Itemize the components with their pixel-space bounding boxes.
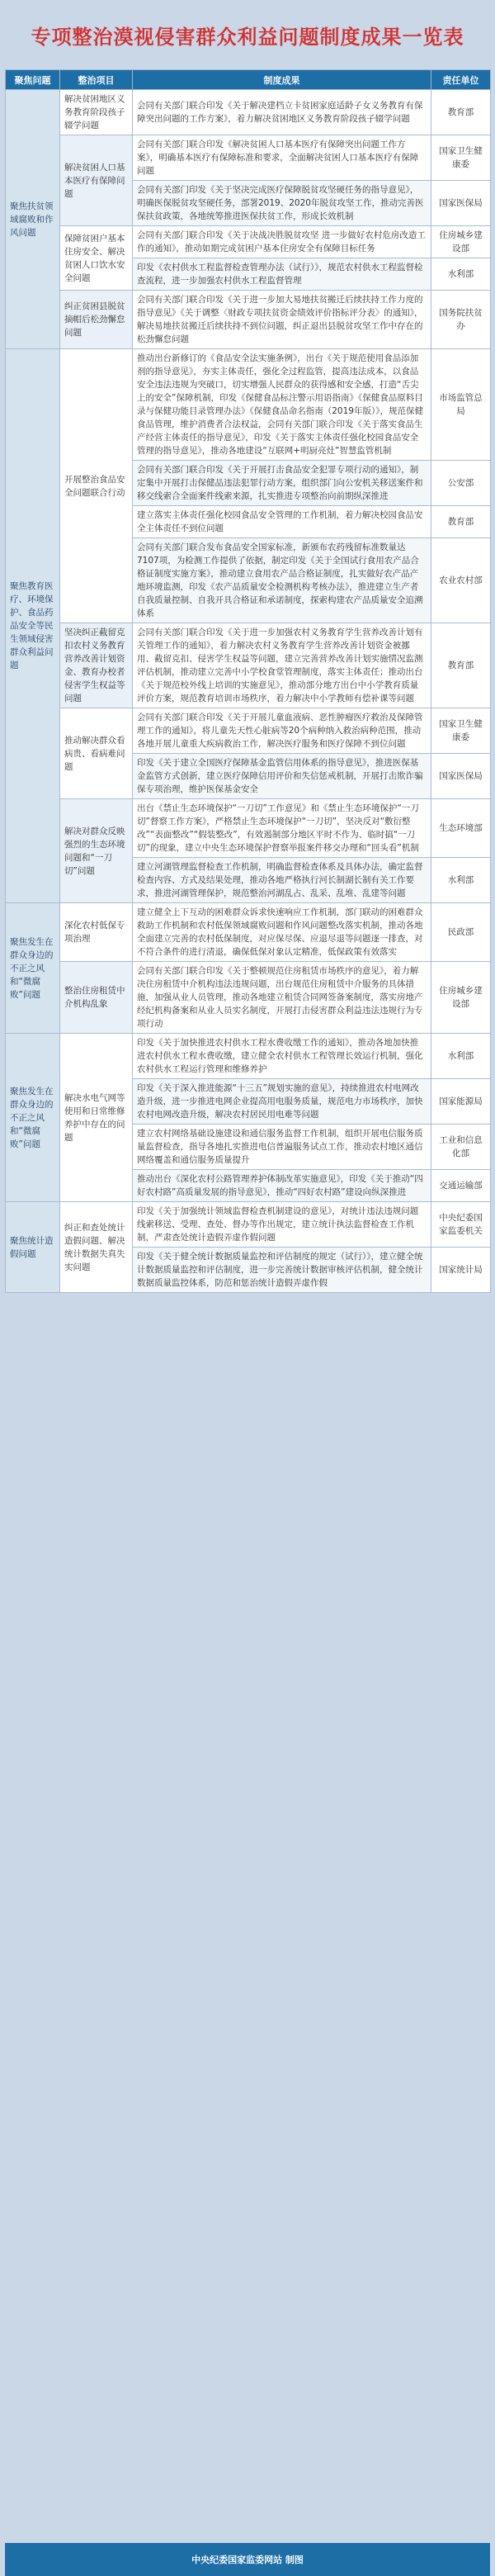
- page-title: 专项整治漠视侵害群众利益问题制度成果一览表: [31, 24, 464, 49]
- project-cell: 保障贫困户基本住房安全、解决贫困人口饮水安全问题: [60, 226, 133, 291]
- issue-cell: 聚焦发生在群众身边的不正之风和“微腐败”问题: [6, 903, 60, 1034]
- table-row: [6, 708, 491, 754]
- project-cell: 坚决纠正截留克扣农村义务教育营养改善计划资金、教育办校者侵害学生权益等问题: [60, 623, 133, 708]
- result-cell: 印发《关于建立全国医疗保障基金监管信用体系的指导意见》，推进医保基金监管方式创新，建立医疗保障信用评价和失信惩戒机制，开展打击欺诈骗保专项治理，维护医保基金安全: [133, 754, 431, 799]
- results-table: [5, 69, 491, 1293]
- unit-cell: 生态环境部: [431, 799, 491, 858]
- unit-cell: 工业和信息化部: [431, 1125, 491, 1170]
- unit-cell: 国家统计局: [431, 1248, 491, 1293]
- project-cell: 解决对群众反映强烈的生态环境问题和“一刀切”问题: [60, 799, 133, 903]
- project-cell: 解决水电气网等使用和日常维修养护中存在的问题: [60, 1034, 133, 1202]
- header-row: [6, 70, 491, 90]
- unit-cell: 教育部: [431, 90, 491, 135]
- result-cell: 会同有关部门联合发布食品安全国家标准，新颁布农药残留标准数量达7107项，为检测工作提供了依据，制定印发《关于全国试行食用农产品合格证制度实施方案》，推动建立食用农产品合格证制度，扎实做好农产品产地环境监测，印发《农产品质量安全检测机构考核办法》，推进建立生产者自我质量控制、自我开具合格证和承诺制度，探索构建农产品质量安全追溯体系: [133, 538, 431, 623]
- result-cell: 建立健全上下互动的困难群众诉求快速响应工作机制，部门联动的困难群众救助工作机制和农村低保领域腐败问题和作风问题整改落实机制，推动各地全面建立完善的农村低保制度，对应保尽保、应退尽退等问题逐一排查，对不符合条件的进行清退，确保低保对象认定精准，低保政策有效落实: [133, 903, 431, 962]
- project-cell: 解决贫困地区义务教育阶段孩子辍学问题: [60, 90, 133, 135]
- result-cell: 印发《关于加强统计领域监督检查机制建设的意见》，对统计违法违规问题线索移送、受理、查处、督办等作出规定，建立统计执法监督检查工作机制，严肃查处统计造假弄虚作假问题: [133, 1202, 431, 1248]
- table-row: [6, 90, 491, 135]
- project-cell: 推动解决群众看病贵、看病难问题: [60, 708, 133, 799]
- result-cell: 推动出台新修订的《食品安全法实施条例》，出台《关于规范使用食品添加剂的指导意见》，夯实主体责任，强化全过程监管，提高违法成本，以食品安全违法违规为突破口，切实增强人民群众的获得感和安全感，打造“舌尖上的安全”保障机制，印发《保健食品标注警示用语指南》《保健食品原料目录与保健功能目录管理办法》《保健食品命名指南（2019年版）》，规范保健食品管理，维护消费者合法权益，会同有关部门联合印发《关于落实食品生产经营主体责任的指导意见》，印发《关于落实主体责任强化校园食品安全管理的指导意见》，推动各地建设“互联网+明厨亮灶”智慧监管机制: [133, 349, 431, 461]
- title-bar: [5, 0, 490, 69]
- footer-credit: 中央纪委国家监委网站 制图: [5, 2543, 490, 2576]
- result-cell: 会同有关部门联合印发《关于决战决胜脱贫攻坚 进一步做好农村危房改造工作的通知》，推动如期完成贫困户基本住房安全有保障目标任务: [133, 226, 431, 258]
- result-cell: 印发《关于健全统计数据质量监控和评估制度的规定（试行）》，建立健全统计数据质量监控和评估制度，进一步完善统计数据审核评估机制，健全统计数据质量监控体系，防范和惩治统计造假弄虚作假: [133, 1248, 431, 1293]
- unit-cell: 水利部: [431, 858, 491, 903]
- unit-cell: 公安部: [431, 461, 491, 506]
- table-row: [6, 623, 491, 708]
- unit-cell: 国家医保局: [431, 181, 491, 226]
- table-row: [6, 1202, 491, 1248]
- header-unit: 责任单位: [431, 70, 491, 90]
- unit-cell: 住房城乡建设部: [431, 226, 491, 258]
- header-result: 制度成果: [133, 70, 431, 90]
- issue-cell: 聚焦发生在群众身边的不正之风和“微腐败”问题: [6, 1034, 60, 1202]
- result-cell: 建立河湖管理监督检查工作机制，明确监督检查体系及具体办法，确定监督检查内容、方式及结果处理，推动各地严格执行河长制湖长制有关工作要求，推进河湖管理保护，规范整治河湖乱占、乱采、乱堆、乱建等问题: [133, 858, 431, 903]
- unit-cell: 水利部: [431, 258, 491, 291]
- result-cell: 会同有关部门联合印发《关于开展打击食品安全犯罪专项行动的通知》，制定集中开展打击保健品违法犯罪行动方案，组织部门向公安机关移送案件和移交线索合全面案件线索来源，扎实推进专项整治向前期纵深推进: [133, 461, 431, 506]
- header-issue: 聚焦问题: [6, 70, 60, 90]
- table-row: [6, 962, 491, 1034]
- unit-cell: 国务院扶贫办: [431, 291, 491, 349]
- project-cell: 纠正贫困县脱贫摘帽后松劲懈怠问题: [60, 291, 133, 349]
- table-row: [6, 135, 491, 181]
- table-row: [6, 799, 491, 858]
- result-cell: 推动出台《深化农村公路管理养护体制改革实施意见》，印发《关于推动“四好农村路”高质量发展的指导意见》，推动“四好农村路”建设向纵深推进: [133, 1170, 431, 1202]
- table-row: [6, 291, 491, 349]
- result-cell: 会同有关部门联合印发《关于进一步加大易地扶贫搬迁后续扶持工作力度的指导意见》《关于调整〈财政专项扶贫资金绩效评价指标评分表〉的通知》，解决易地扶贫搬迁后续扶持不到位问题，纠正退出县脱贫攻坚工作中存在的松劲懈怠问题: [133, 291, 431, 349]
- project-cell: 解决贫困人口基本医疗有保障问题: [60, 135, 133, 226]
- result-cell: 建立落实主体责任强化校园食品安全管理的工作机制，着力解决校园食品安全主体责任不到位问题: [133, 506, 431, 538]
- result-cell: 建立农村网络基础设施建设和通信服务监督工作机制，组织开展电信服务质量监督检查，指导各地扎实推进电信普遍服务试点工作，推动农村地区通信网络覆盖和通信服务质量提升: [133, 1125, 431, 1170]
- unit-cell: 国家医保局: [431, 754, 491, 799]
- result-cell: 会同有关部门印发《关于坚决完成医疗保障脱贫攻坚硬任务的指导意见》，明确医保脱贫攻坚硬任务，部署2019、2020年脱贫攻坚工作，推动完善医保扶贫政策，各地统筹推进医保扶贫工作，形成长效机制: [133, 181, 431, 226]
- project-cell: 整治住房租赁中介机构乱象: [60, 962, 133, 1034]
- header-item: 整治项目: [60, 70, 133, 90]
- unit-cell: 教育部: [431, 623, 491, 708]
- unit-cell: 国家卫生健康委: [431, 708, 491, 754]
- unit-cell: 国家能源局: [431, 1079, 491, 1125]
- issue-cell: 聚焦统计造假问题: [6, 1202, 60, 1293]
- project-cell: 开展整治食品安全问题联合行动: [60, 349, 133, 623]
- result-cell: 会同有关部门联合印发《关于解决建档立卡贫困家庭适龄子女义务教育有保障突出问题的工作方案》，着力解决贫困地区义务教育阶段孩子辍学问题: [133, 90, 431, 135]
- unit-cell: 教育部: [431, 506, 491, 538]
- project-cell: 深化农村低保专项治理: [60, 903, 133, 962]
- unit-cell: 水利部: [431, 1034, 491, 1079]
- result-cell: 会同有关部门联合印发《解决贫困人口基本医疗有保障突出问题工作方案》，明确基本医疗有保障标准和要求，全面解决贫困人口基本医疗有保障问题: [133, 135, 431, 181]
- result-cell: 会同有关部门联合印发《关于开展儿童血液病、恶性肿瘤医疗救治及保障管理工作的通知》，将儿童先天性心脏病等20个病种纳入救治病种范围，推动各地开展儿童重大疾病救治工作，解决医疗服务和医疗保障不到位问题: [133, 708, 431, 754]
- result-cell: 印发《农村供水工程监督检查管理办法（试行）》，规范农村供水工程监督检查流程，进一步加强农村供水工程监督管理: [133, 258, 431, 291]
- result-cell: 印发《关于加快推进农村供水工程水费收缴工作的通知》，推动各地加快推进农村供水工程水费收缴，建立健全农村供水工程管理长效运行机制，强化农村供水工程运行管理和维修养护: [133, 1034, 431, 1079]
- result-cell: 印发《关于深入推进能源“十三五”规划实施的意见》，持续推进农村电网改造升级，进一步推进电网企业提高用电服务质量，规范电力市场秩序，加快农村电网改造升级，解决农村居民用电难等问题: [133, 1079, 431, 1125]
- table-row: [6, 226, 491, 258]
- issue-cell: 聚焦扶贫领域腐败和作风问题: [6, 90, 60, 349]
- unit-cell: 住房城乡建设部: [431, 962, 491, 1034]
- unit-cell: 民政部: [431, 903, 491, 962]
- project-cell: 纠正和查处统计造假问题、解决统计数据失真失实问题: [60, 1202, 133, 1293]
- unit-cell: 交通运输部: [431, 1170, 491, 1202]
- unit-cell: 国家卫生健康委: [431, 135, 491, 181]
- table-row: [6, 903, 491, 962]
- table-body: [6, 90, 491, 1293]
- issue-cell: 聚焦教育医疗、环境保护、食品药品安全等民生领域侵害群众利益问题: [6, 349, 60, 903]
- unit-cell: 中央纪委国家监委机关: [431, 1202, 491, 1248]
- result-cell: 会同有关部门联合印发《关于进一步加强农村义务教育学生营养改善计划有关管理工作的通知》，着力解决农村义务教育学生营养改善计划资金被挪用、截留克扣、侵害学生权益等问题，建立完善营养改善计划实施情况监测评估机制，推动建立完善中小学校食堂管理制度，落实主体责任；推动出台《关于规范校外线上培训的实施意见》，推动部分地方出台中小学教育质量评价方案，规范教育培训市场秩序，着力解决中小学教师有偿补课等问题: [133, 623, 431, 708]
- unit-cell: 市场监管总局: [431, 349, 491, 461]
- unit-cell: 农业农村部: [431, 538, 491, 623]
- table-row: [6, 349, 491, 461]
- result-cell: 出台《禁止生态环境保护“一刀切”工作意见》和《禁止生态环境保护“一刀切”督察工作方案》，严格禁止生态环境保护“一刀切”，坚决反对“敷衍整改”“表面整改”“假装整改”，有效遏制部分地区平时不作为、临时搞“一刀切”的现象，建立中央生态环境保护督察举报案件移交办理和“回头看”机制: [133, 799, 431, 858]
- result-cell: 会同有关部门联合印发《关于整顿规范住房租赁市场秩序的意见》，着力解决住房租赁中介机构违法违规问题，出台规范住房租赁中介服务的具体措施，加强从业人员管理，推动各地建立租赁合同网签备案制度，落实房地产经纪机构备案和从业人员实名制度，开展打击侵害群众利益违法违规行为专项行动: [133, 962, 431, 1034]
- table-row: [6, 1034, 491, 1079]
